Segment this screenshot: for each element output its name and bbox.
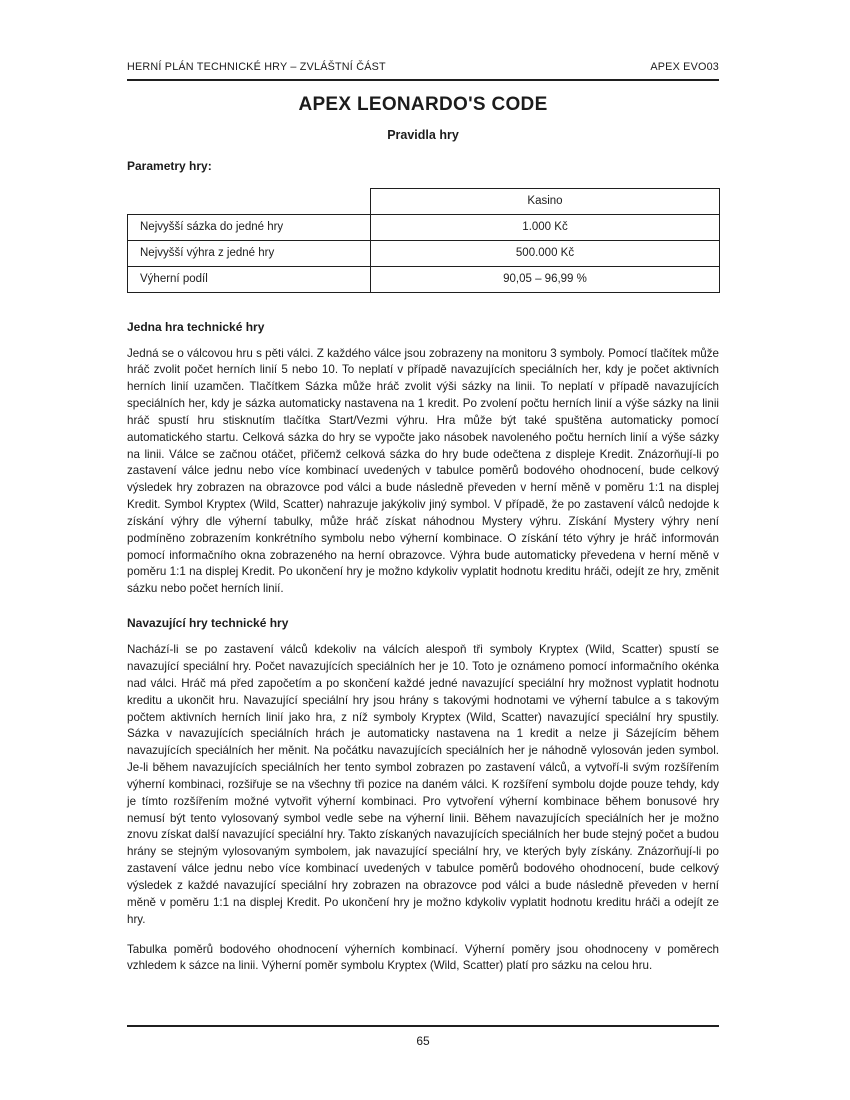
page-header [127, 0, 719, 73]
params-label: Parametry hry: [127, 159, 212, 173]
body-paragraph: Jedná se o válcovou hru s pěti válci. Z každého válce jsou zobrazeny na monitoru 3 symboly. Pomocí tlačítek může hráč zvolit počet herních linií 5 nebo 10. To neplatí v případě navazujících speciálních her, kdy je počet aktivních herních linií uzamčen. Tlačítkem Sázka může hráč zvolit výši sázky na linii. To neplatí v případě navazujících speciálních her, kdy je sázka automaticky nastavena na 1 kredit. Po zvolení počtu herních linií a výše sázky na linii hráč spustí hru stisknutím tlačítka Start/Vezmi výhru. Hra může být také spuštěna automaticky pomocí automatického startu. Celková sázka do hry se vypočte jako násobek navoleného počtu herních linií a výše sázky na linii. Válce se začnou otáčet, přičemž celková sázka do hry bude odečtena z displeje Kredit. Znázorňují-li po zastavení válce jednu nebo více kombinací uvedených v tabulce poměrů bodového ohodnocení, bude celkový výsledek hry zobrazen na obrazovce pod válci a bude následně převeden v herní měně v poměru 1:1 na displej Kredit. Symbol Kryptex (Wild, Scatter) nahrazuje jakýkoliv jiný symbol. V případě, že po zastavení válců nedojde k získání výhry dle výherní tabulky, může hráč získat náhodnou Mystery výhru. Získání Mystery výhry není podmíněno zobrazením konkrétního symbolu nebo výherní kombinace. O získání této výhry je hráč informován pomocí informačního okna zobrazeného na herní obrazovce. Výhra bude automaticky převedena v herní měně v poměru 1:1 na displej Kredit. Po ukončení hry je možno kdykoliv vyplatit hodnotu kreditu hráči, odejít ze hry, změnit sázku nebo počet herních linií. [127, 346, 719, 596]
section-heading: Jedna hra technické hry [127, 319, 265, 334]
row-label: Nejvyšší výhra z jedné hry [128, 240, 371, 266]
row-value: 500.000 Kč [371, 240, 720, 266]
row-value: 90,05 – 96,99 % [371, 266, 720, 292]
row-label: Nejvyšší sázka do jedné hry [128, 214, 371, 240]
table-row [128, 266, 720, 292]
header-right-text: APEX EVO03 [650, 61, 719, 73]
body-paragraph: Nachází-li se po zastavení válců kdekoliv na válcích alespoň tři symboly Kryptex (Wild, Scatter) spustí se navazující speciální hry. Počet navazujících speciálních her je 10. Toto je oznámeno pomocí informačního okénka nad válci. Hráč má před započetím a po skončení každé jedné navazující speciální hry možnost vyplatit hodnotu kreditu a ukončit hru. Navazující speciální hry jsou hrány s takovými hodnotami ve výherní tabulce a s takovým počtem aktivních herních linií jako hra, z níž symboly Kryptex (Wild, Scatter) navazující speciální hry spustily. Sázka v navazujících speciálních hrách je automaticky nastavena na 1 kredit a nelze ji Sázejícím během navazujících speciálních her měnit. Na počátku navazujících speciálních her je náhodně vylosován jeden symbol. Je-li během navazujících speciálních her tento symbol zobrazen po zastavení válců, a vytvoří-li svým rozšířením výherní kombinaci, rozšiřuje se na všechny tři pozice na daném válci. K rozšíření symbolu dojde pouze tehdy, kdy je tímto rozšířením možné vytvořit výherní kombinaci. Pro vytvoření výherní kombinace během bonusové hry nemusí být tento vylosovaný symbol vedle sebe na výherní linii. Během navazujících speciálních her je možno znovu získat další navazující speciální hry. Takto získaných navazujících speciálních her bude stejný počet a budou hrány se stejným vylosovaným symbolem, jak navazující speciální hry, ve kterých byly získány. Znázorňují-li po zastavení válce jednu nebo více kombinací uvedených v tabulce poměrů bodového ohodnocení, bude celkový výsledek z každé navazující speciální hry zobrazen na obrazovce pod válci a bude následně převeden v herní měně v poměru 1:1 na displej Kredit. Po ukončení hry je možno kdykoliv vyplatit hodnotu kreditu hráči a odejít ze hry. [127, 643, 719, 926]
row-label: Výherní podíl [128, 266, 371, 292]
page-footer [127, 1025, 719, 1048]
footer-rule [127, 1025, 719, 1027]
page-content [127, 0, 719, 988]
table-header-row [128, 189, 720, 215]
page-subtitle: Pravidla hry [387, 128, 459, 142]
params-table [127, 188, 720, 293]
table-col-header: Kasino [371, 189, 720, 215]
table-row [128, 214, 720, 240]
table-corner-cell [128, 189, 371, 215]
header-left-text: HERNÍ PLÁN TECHNICKÉ HRY – ZVLÁŠTNÍ ČÁST [127, 61, 386, 73]
page-title: APEX LEONARDO'S CODE [298, 94, 548, 115]
body-paragraph: Tabulka poměrů bodového ohodnocení výherních kombinací. Výherní poměry jsou ohodnoceny v poměrech vzhledem k sázce na linii. Výherní poměr symbolu Kryptex (Wild, Scatter) platí pro sázku na celou hru. [127, 942, 719, 973]
row-value: 1.000 Kč [371, 214, 720, 240]
header-rule [127, 79, 719, 81]
table-row [128, 240, 720, 266]
page-number: 65 [416, 1034, 430, 1048]
section-heading: Navazující hry technické hry [127, 616, 289, 631]
